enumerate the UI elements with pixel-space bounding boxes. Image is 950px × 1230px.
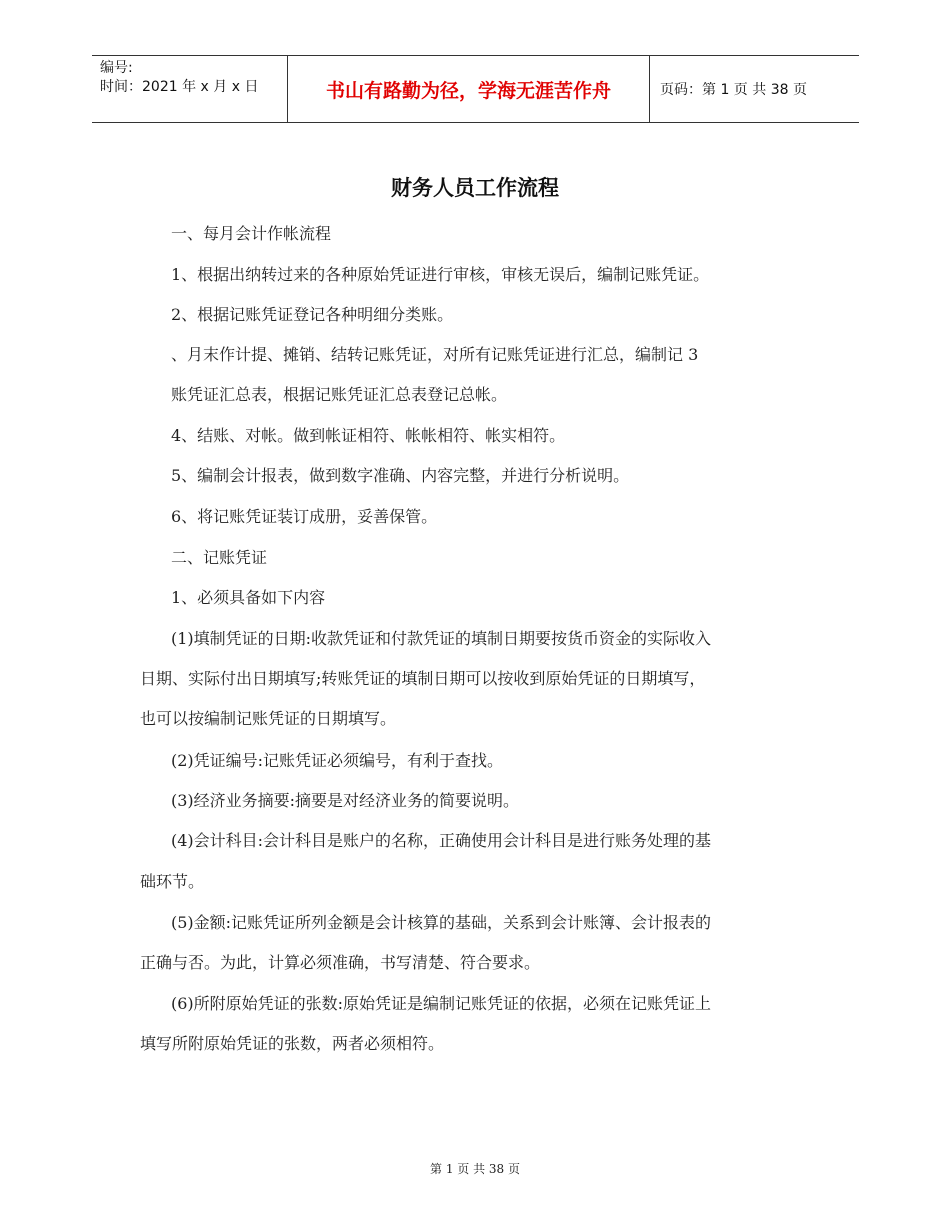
page-header xyxy=(92,55,859,123)
page-footer: 第 1 页 共 38 页 xyxy=(430,1162,520,1176)
header-page-info: 页码：第 1 页 共 38 页 xyxy=(660,82,807,98)
paragraph-line: 账凭证汇总表，根据记账凭证汇总表登记总帐。 xyxy=(171,385,508,404)
paragraph-line: (5)金额:记账凭证所列金额是会计核算的基础，关系到会计账簿、会计报表的 xyxy=(171,913,712,932)
paragraph-line: 5、编制会计报表，做到数字准确、内容完整，并进行分析说明。 xyxy=(171,466,630,485)
document-title: 财务人员工作流程 xyxy=(391,176,559,200)
document-number-label: 编号: xyxy=(100,60,133,76)
header-meta xyxy=(100,59,258,97)
paragraph-line: (2)凭证编号:记账凭证必须编号，有利于查找。 xyxy=(171,751,504,770)
paragraph-line: (1)填制凭证的日期:收款凭证和付款凭证的填制日期要按货币资金的实际收入 xyxy=(171,629,712,648)
paragraph-line: 也可以按编制记账凭证的日期填写。 xyxy=(140,709,397,728)
header-motto: 书山有路勤为径，学海无涯苦作舟 xyxy=(325,79,611,102)
paragraph-line: (3)经济业务摘要:摘要是对经济业务的简要说明。 xyxy=(171,791,520,810)
paragraph-line: (6)所附原始凭证的张数:原始凭证是编制记账凭证的依据，必须在记账凭证上 xyxy=(171,994,712,1013)
document-date: 时间：2021 年 x 月 x 日 xyxy=(100,79,259,95)
paragraph-line: 日期、实际付出日期填写;转账凭证的填制日期可以按收到原始凭证的日期填写， xyxy=(140,669,706,688)
paragraph-line: (4)会计科目:会计科目是账户的名称，正确使用会计科目是进行账务处理的基 xyxy=(171,831,712,850)
paragraph-line: 填写所附原始凭证的张数，两者必须相符。 xyxy=(140,1034,445,1053)
paragraph-line: 1、必须具备如下内容 xyxy=(171,588,326,607)
header-divider xyxy=(649,56,650,122)
paragraph-line: 4、结账、对帐。做到帐证相符、帐帐相符、帐实相符。 xyxy=(171,426,566,445)
paragraph-line: 2、根据记账凭证登记各种明细分类账。 xyxy=(171,305,454,324)
paragraph-line: 正确与否。为此，计算必须准确，书写清楚、符合要求。 xyxy=(140,953,541,972)
paragraph-line: 1、根据出纳转过来的各种原始凭证进行审核，审核无误后，编制记账凭证。 xyxy=(171,265,710,284)
section-heading: 一、每月会计作帐流程 xyxy=(171,224,332,243)
paragraph-line: 6、将记账凭证装订成册，妥善保管。 xyxy=(171,507,438,526)
section-heading: 二、记账凭证 xyxy=(171,548,268,567)
paragraph-line: 、月末作计提、摊销、结转记账凭证，对所有记账凭证进行汇总，编制记 3 xyxy=(171,345,699,364)
paragraph-line: 础环节。 xyxy=(140,872,205,891)
